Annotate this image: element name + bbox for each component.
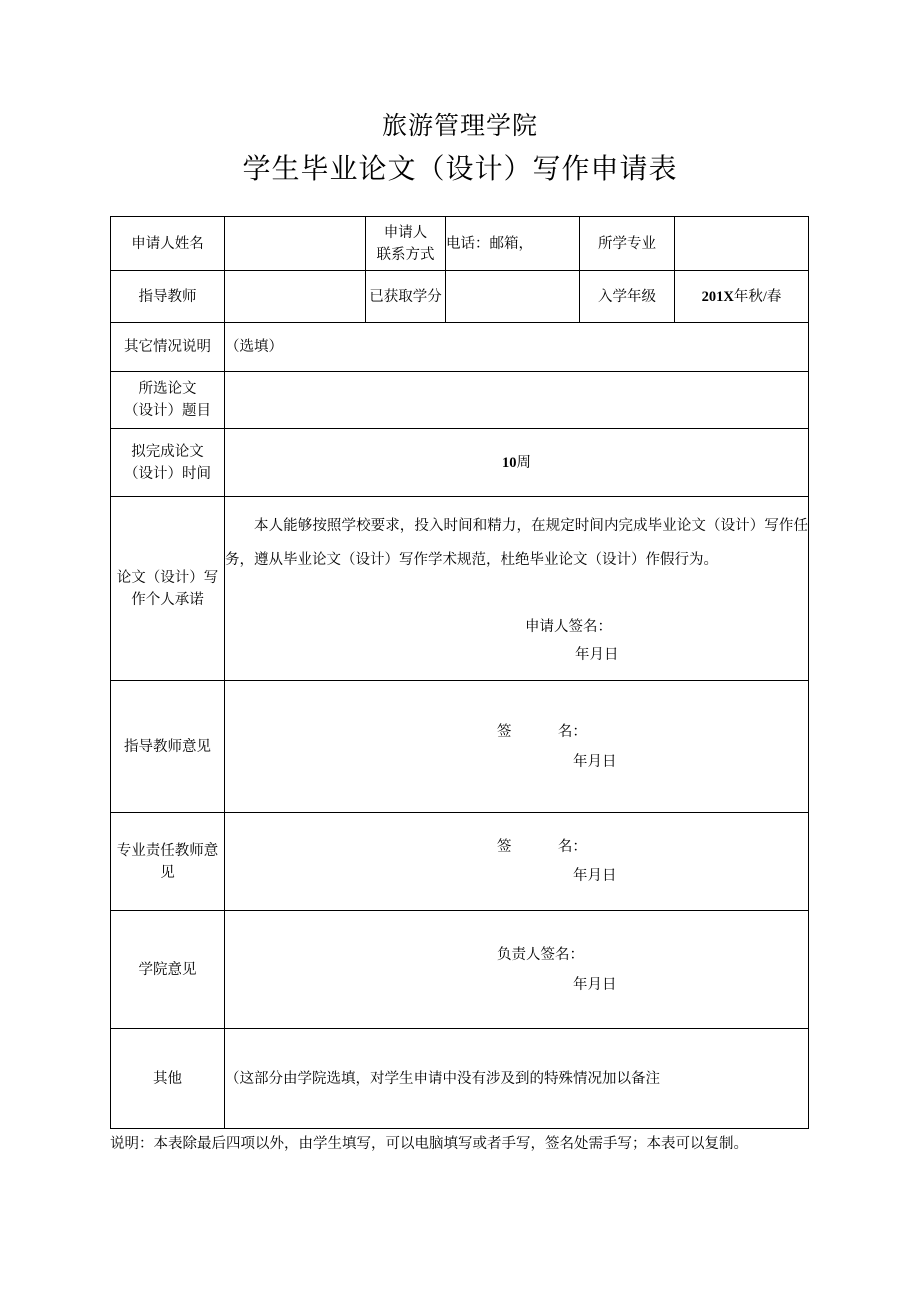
label-advisor-opinion: 指导教师意见 [111, 681, 225, 813]
label-applicant-contact-line2: 联系方式 [376, 246, 435, 263]
commitment-signature-label[interactable]: 申请人签名： [525, 618, 612, 635]
advisor-opinion-date-label[interactable]: 年月日 [573, 753, 617, 770]
label-college-opinion: 学院意见 [111, 911, 225, 1029]
label-thesis-topic [111, 372, 225, 429]
table-row-advisor-opinion [111, 681, 809, 813]
label-other-info: 其它情况说明 [111, 323, 225, 372]
table-row-applicant [111, 217, 809, 271]
college-opinion-signature-label[interactable]: 负责人签名： [497, 946, 584, 963]
major-teacher-opinion-content[interactable] [225, 813, 809, 911]
field-others[interactable]: （这部分由学院选填，对学生申请中没有涉及到的特殊情况加以备注 [225, 1029, 809, 1129]
commitment-content [225, 497, 809, 681]
label-advisor: 指导教师 [111, 271, 225, 323]
enrollment-year-suffix: 年秋/春 [733, 288, 782, 305]
table-row-college-opinion [111, 911, 809, 1029]
table-row-commitment [111, 497, 809, 681]
label-planned-duration-line1: 拟完成论文 [131, 443, 204, 460]
duration-weeks-unit: 周 [516, 454, 531, 471]
field-major[interactable] [675, 217, 809, 271]
advisor-signature-suffix: 名： [557, 723, 587, 740]
advisor-opinion-content[interactable] [225, 681, 809, 813]
major-teacher-signature-prefix: 签 [497, 838, 512, 855]
document-title-block [0, 108, 920, 192]
field-thesis-topic[interactable] [225, 372, 809, 429]
label-major-teacher-opinion: 专业责任教师意见 [111, 813, 225, 911]
label-thesis-topic-line1: 所选论文 [138, 381, 197, 397]
table-row-major-teacher-opinion [111, 813, 809, 911]
label-credits-earned: 已获取学分 [366, 271, 446, 323]
label-others: 其他 [111, 1029, 225, 1129]
label-personal-commitment [111, 497, 225, 681]
label-applicant-name: 申请人姓名 [111, 217, 225, 271]
advisor-opinion-signature-label[interactable] [225, 717, 808, 747]
form-footnote: 说明：本表除最后四项以外，由学生填写，可以电脑填写或者手写，签名处需手写；本表可以复制。 [110, 1136, 748, 1152]
label-applicant-contact [366, 217, 446, 271]
field-other-info[interactable]: （选填） [225, 323, 809, 372]
page-title-form: 学生毕业论文（设计）写作申请表 [242, 154, 678, 185]
field-applicant-name[interactable] [225, 217, 366, 271]
commitment-date-label[interactable]: 年月日 [575, 646, 619, 663]
table-row-others [111, 1029, 809, 1129]
label-personal-commitment-line2: 作个人承诺 [131, 591, 204, 608]
table-row-advisor [111, 271, 809, 323]
enrollment-year-value: 201X [701, 288, 734, 305]
field-advisor[interactable] [225, 271, 366, 323]
table-row-other-info [111, 323, 809, 372]
label-major: 所学专业 [580, 217, 675, 271]
field-planned-duration[interactable] [225, 429, 809, 497]
college-opinion-content[interactable] [225, 911, 809, 1029]
college-opinion-date-label[interactable]: 年月日 [573, 976, 617, 993]
page-title-college: 旅游管理学院 [381, 113, 538, 140]
field-applicant-contact[interactable]: 电话：邮箱， [446, 217, 580, 271]
label-applicant-contact-line1: 申请人 [383, 224, 428, 241]
label-planned-duration-line2: （设计）时间 [124, 465, 211, 482]
label-planned-duration [111, 429, 225, 497]
application-form-table [110, 216, 809, 1129]
duration-weeks-value: 10 [502, 454, 517, 471]
table-row-duration [111, 429, 809, 497]
label-enrollment-year: 入学年级 [580, 271, 675, 323]
commitment-paragraph: 本人能够按照学校要求，投入时间和精力，在规定时间内完成毕业论文（设计）写作任务，遵从毕业论文（设计）写作学术规范，杜绝毕业论文（设计）作假行为。 [225, 517, 808, 568]
table-row-topic [111, 372, 809, 429]
field-credits-earned[interactable] [446, 271, 580, 323]
major-teacher-signature-suffix: 名： [557, 838, 587, 855]
major-teacher-date-label[interactable]: 年月日 [573, 867, 617, 884]
label-personal-commitment-line1: 论文（设计）写 [116, 569, 219, 586]
major-teacher-signature-label[interactable] [225, 833, 808, 861]
label-thesis-topic-line2: （设计）题目 [124, 403, 211, 419]
advisor-signature-prefix: 签 [497, 723, 512, 740]
field-enrollment-year[interactable] [675, 271, 809, 323]
